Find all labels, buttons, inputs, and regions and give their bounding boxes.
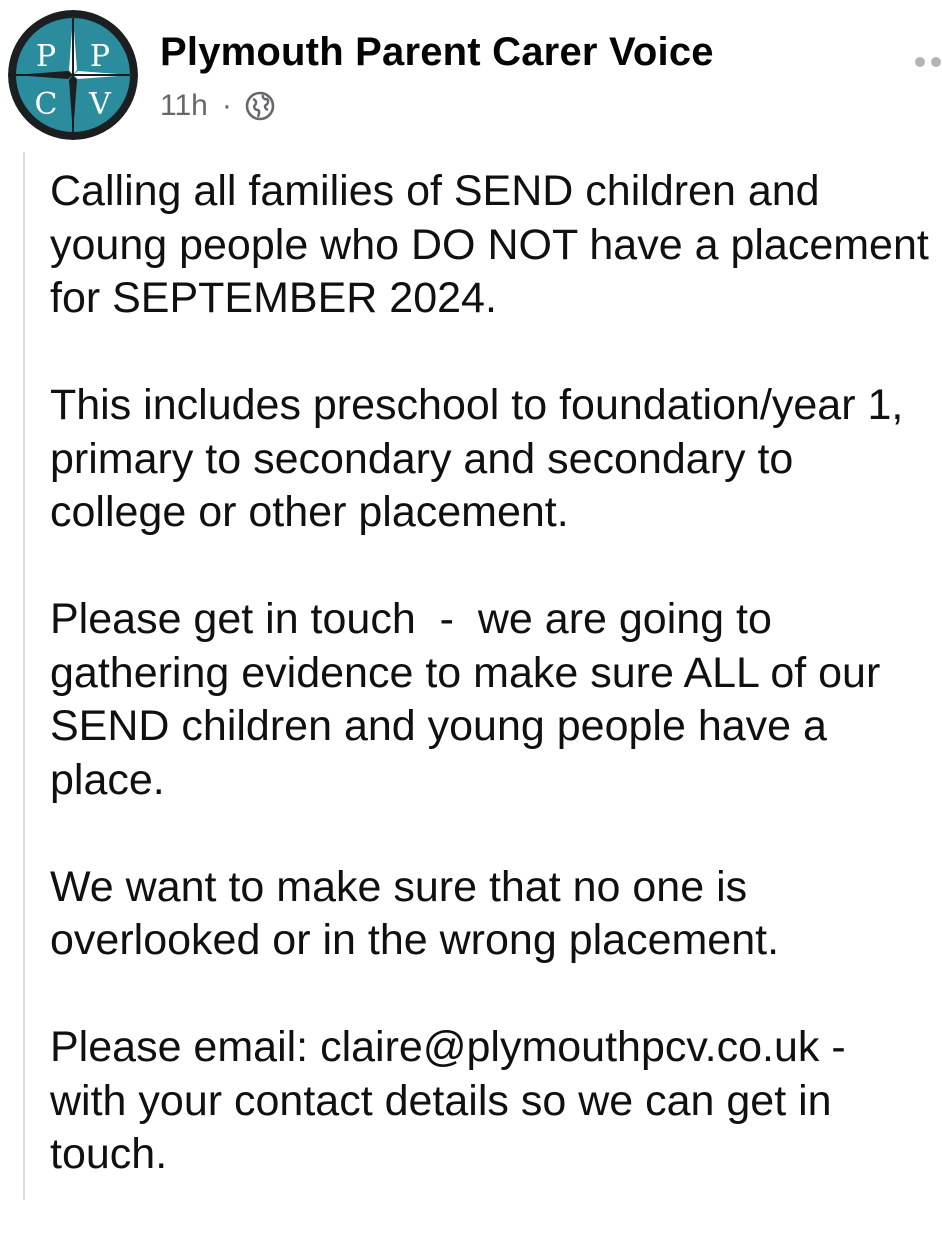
post-paragraph: Please email: claire@plymouthpcv.co.uk - with your contact details so we can get in touch.: [50, 1023, 858, 1178]
post-paragraph: This includes preschool to foundation/year 1, primary to secondary and secondary to college or other placement.: [50, 381, 916, 536]
avatar-letter: C: [34, 87, 58, 122]
meta-separator: ·: [221, 89, 232, 122]
avatar-letter: P: [89, 39, 111, 74]
post-meta: [160, 86, 276, 126]
avatar-letter: P: [35, 39, 57, 74]
avatar-letter: V: [89, 87, 111, 122]
post-divider: [23, 152, 25, 1200]
more-dots-icon[interactable]: [912, 54, 942, 70]
post-body: [50, 165, 941, 1235]
page-name-link[interactable]: Plymouth Parent Carer Voice: [160, 30, 714, 74]
post-paragraph: Calling all families of SEND children and young people who DO NOT have a placement for SEPTEMBER 2024.: [50, 167, 941, 322]
post-timestamp[interactable]: 11h: [160, 89, 208, 122]
post-header: [0, 0, 942, 150]
page-avatar[interactable]: [8, 10, 138, 140]
post-paragraph: Please get in touch - we are going to gathering evidence to make sure ALL of our SEND children and young people have a place.: [50, 595, 893, 804]
globe-icon: [244, 90, 276, 122]
ppcv-logo: [8, 10, 138, 140]
post-paragraph: We want to make sure that no one is overlooked or in the wrong placement.: [50, 862, 780, 964]
